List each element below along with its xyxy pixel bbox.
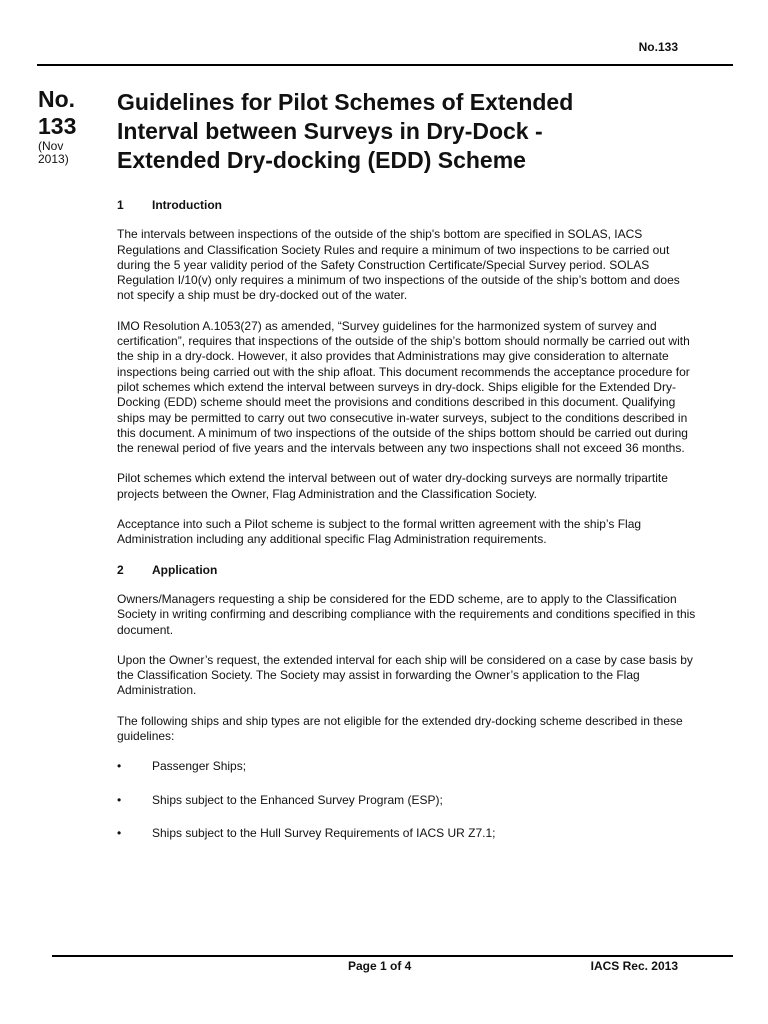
list-item-text: Ships subject to the Enhanced Survey Program (ESP); <box>152 792 443 807</box>
footer-page-number: Page 1 of 4 <box>348 959 412 973</box>
paragraph: Acceptance into such a Pilot scheme is subject to the formal written agreement with the ship’s Flag Administration including any additional specific Flag Administration requirements. <box>117 517 642 547</box>
title-line-2: Interval between Surveys in Dry-Dock - <box>117 118 543 144</box>
title-line-1: Guidelines for Pilot Schemes of Extended <box>117 89 574 115</box>
header-rule <box>37 64 733 66</box>
section-number: 2 <box>117 562 124 577</box>
list-item <box>117 793 697 808</box>
bullet-icon: • <box>117 759 122 774</box>
paragraph: The following ships and ship types are not eligible for the extended dry-docking scheme described in these guidelines: <box>117 713 683 744</box>
section-title: Introduction <box>152 198 222 212</box>
paragraph: Owners/Managers requesting a ship be considered for the EDD scheme, are to apply to the Classification Society in writing confirming and describing compliance with the requirements and conditions specified in this document. <box>117 591 696 637</box>
title-line-3: Extended Dry-docking (EDD) Scheme <box>117 147 526 173</box>
bullet-icon: • <box>117 825 122 840</box>
document-body <box>117 198 697 859</box>
document-title <box>117 88 677 175</box>
section-title: Application <box>152 562 218 577</box>
section-heading-introduction <box>117 198 697 213</box>
paragraph: Pilot schemes which extend the interval between out of water dry-docking surveys are normally tripartite projects between the Owner, Flag Administration and the Classification Society. <box>117 471 668 501</box>
paragraph: The intervals between inspections of the outside of the ship's bottom are specified in SOLAS, IACS Regulations and Classification Society Rules and require a minimum of two inspections to be carried out during the 5 year validity period of the Safety Construction Certificate/Special Survey period. SOLAS Regulation I/10(v) only requires a minimum of two inspections of the outside of the ship’s bottom and does not specify a ship must be dry-docked out of the water. <box>117 227 680 303</box>
list-item <box>117 759 697 774</box>
section-heading-application <box>117 563 697 578</box>
footer-rec-label: IACS Rec. 2013 <box>590 959 678 973</box>
header-doc-number: No.133 <box>638 40 678 54</box>
sidebar-no-label: No. <box>38 86 76 112</box>
sidebar-date-line2: 2013) <box>38 152 69 166</box>
footer-rule <box>52 955 733 957</box>
paragraph: Upon the Owner’s request, the extended interval for each ship will be considered on a case by case basis by the Classification Society. The Society may assist in forwarding the Owner’s application to the Flag Administration. <box>117 652 693 698</box>
sidebar-number: 133 <box>38 113 77 139</box>
sidebar-date-line1: (Nov <box>38 139 64 153</box>
list-item-text: Passenger Ships; <box>152 759 247 774</box>
list-item-text: Ships subject to the Hull Survey Requirements of IACS UR Z7.1; <box>152 825 496 840</box>
paragraph: IMO Resolution A.1053(27) as amended, “Survey guidelines for the harmonized system of survey and certification”, requires that inspections of the outside of the ship’s bottom should normally be carried out with the ship in a dry-dock. However, it also provides that Administrations may give consideration to alternate inspections being carried out with the ship afloat. This document recommends the acceptance procedure for pilot schemes which extend the interval between surveys in dry-dock. Ships eligible for the Extended Dry-Docking (EDD) scheme should meet the provisions and conditions described in this document. Qualifying ships may be permitted to carry out two consecutive in-water surveys, subject to the conditions described in this document. A minimum of two inspections of the outside of the ships bottom should be carried out during the renewal period of five years and the intervals between any two inspections shall not exceed 36 months. <box>117 318 690 456</box>
bullet-icon: • <box>117 792 122 807</box>
sidebar-number-block <box>38 86 110 166</box>
list-item <box>117 826 697 841</box>
section-number: 1 <box>117 198 124 212</box>
